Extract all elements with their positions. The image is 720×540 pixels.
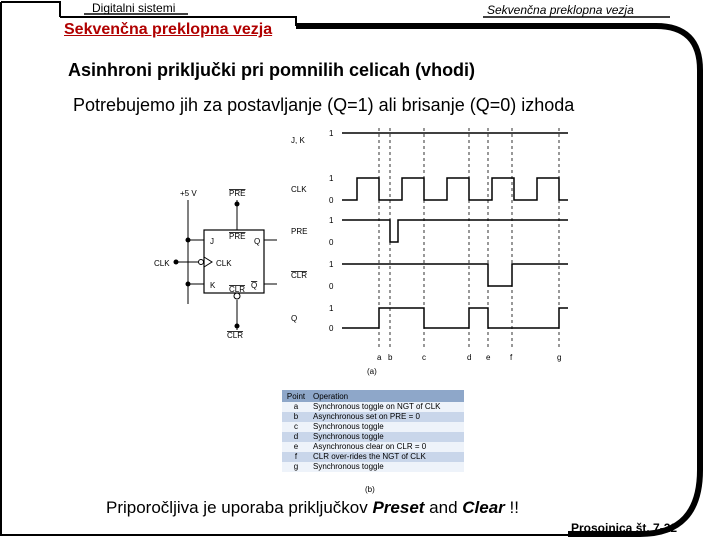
table-cell-point: d [282,432,310,442]
table-header-point: Point [282,390,310,402]
slide-number: Prosojnica št. 7-22 [571,521,678,535]
table-cell-operation: Asynchronous clear on CLR = 0 [310,442,464,452]
level-high-label: 1 [329,304,334,313]
footer-prefix: Priporočljiva je uporaba priključkov [106,498,373,517]
table-row [282,422,464,432]
pre-waveform [342,220,568,242]
footer-note [106,498,519,518]
clk-external-label: CLK [154,259,170,268]
operation-table [282,390,464,472]
point-label: f [510,353,513,362]
figure-caption-b: (b) [365,485,375,494]
table-cell-point: g [282,462,310,472]
level-low-label: 0 [329,196,334,205]
page-heading: Asinhroni priključki pri pomnilih celicah (vhodi) [68,60,476,80]
table-cell-point: a [282,402,310,412]
table-cell-point: c [282,422,310,432]
table-header-row [282,390,464,402]
table-row [282,412,464,422]
signal-label: Q [291,314,298,323]
table-cell-point: f [282,452,310,462]
point-label: g [557,353,562,362]
signal-label: PRE [291,227,308,236]
j-pin-label: J [210,237,214,246]
clr-waveform [342,264,568,286]
level-low-label: 0 [329,324,334,333]
level-high-label: 1 [329,129,334,138]
table-cell-operation: Synchronous toggle [310,422,464,432]
point-label: b [388,353,393,362]
signal-label: CLK [291,185,307,194]
q-pin-label: Q [254,237,261,246]
table-row [282,442,464,452]
point-label: d [467,353,472,362]
point-label: e [486,353,491,362]
table-cell-operation: Synchronous toggle [310,432,464,442]
table-cell-point: b [282,412,310,422]
point-label: a [377,353,382,362]
table-cell-operation: Synchronous toggle [310,462,464,472]
q-waveform [342,308,568,328]
pre-external-label: PRE [229,189,246,198]
clk-waveform [342,178,568,200]
footer-clear: Clear [462,498,505,517]
signal-label: CLR [291,271,308,280]
table-row [282,402,464,412]
footer-suffix: !! [504,498,519,517]
clr-external-label: CLR [227,331,244,340]
pre-pin-label: PRE [229,232,246,241]
table-row [282,462,464,472]
table-cell-operation: Synchronous toggle on NGT of CLK [310,402,464,412]
table-header-operation: Operation [310,390,464,402]
level-low-label: 0 [329,282,334,291]
header-left-title: Digitalni sistemi [92,1,176,15]
table-cell-point: e [282,442,310,452]
header-right-title: Sekvenčna preklopna vezja [487,3,634,17]
timing-diagram [291,128,568,362]
qbar-pin-label: Q [251,281,258,290]
level-low-label: 0 [329,238,334,247]
point-label: c [422,353,426,362]
table-cell-operation: CLR over-rides the NGT of CLK [310,452,464,462]
table-row [282,452,464,462]
table-row [282,432,464,442]
k-pin-label: K [210,281,216,290]
footer-and: and [424,498,463,517]
level-high-label: 1 [329,174,334,183]
level-high-label: 1 [329,216,334,225]
footer-preset: Preset [372,498,425,517]
figure-caption-a: (a) [367,367,377,376]
table-cell-operation: Asynchronous set on PRE = 0 [310,412,464,422]
supply-label: +5 V [180,189,197,198]
section-subtitle: Sekvenčna preklopna vezja [64,21,273,38]
page-description: Potrebujemo jih za postavljanje (Q=1) ali brisanje (Q=0) izhoda [73,95,575,115]
clr-pin-label: CLR [229,285,246,294]
clk-pin-label: CLK [216,259,232,268]
level-high-label: 1 [329,260,334,269]
signal-label: J, K [291,136,305,145]
